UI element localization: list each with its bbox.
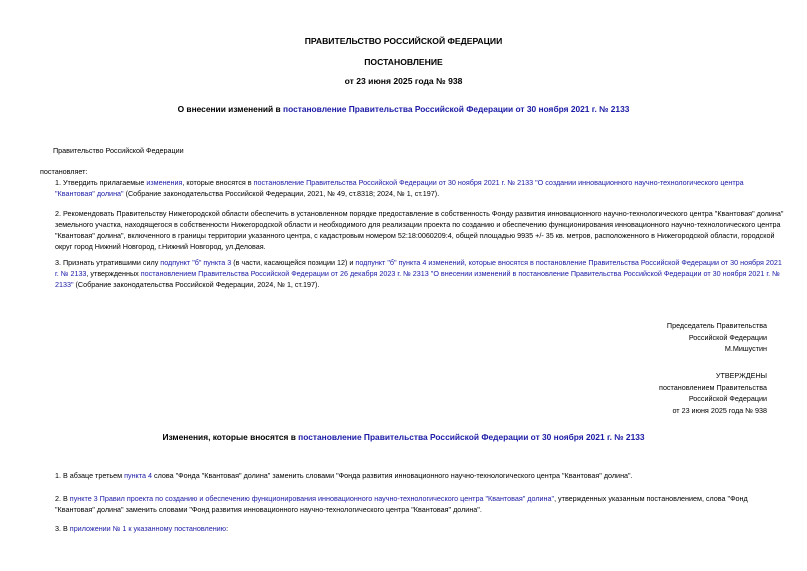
p3-text-a: 3. Признать утратившими силу [55,258,161,267]
document-title [0,104,807,114]
c3-text-b: : [226,524,229,533]
c2-text-a: 2. В [55,494,70,503]
c1-link-point-4[interactable]: пункта 4 [124,471,152,480]
approved-line3: Российской Федерации [688,394,767,403]
paragraph-3 [40,257,785,290]
p3-text-d: (Собрание законодательства Российской Федерации, 2024, № 1, ст.197). [73,280,320,289]
change-item-2 [40,493,785,515]
preamble-issuer: Правительство Российской Федерации [53,146,184,155]
document-date-number: от 23 июня 2025 года № 938 [344,76,463,86]
p1-text-a: 1. Утвердить прилагаемые [55,178,147,187]
signature-position-line2: Российской Федерации [688,332,767,342]
approval-stamp-block [659,370,767,416]
p3-link-subpoint-4[interactable]: подпункт "б" пункта 4 изменений, которые вносятся в постановление Правительства Российской Федерации от 30 ноября 2021 г. № 2133 [55,258,782,278]
document-type: ПОСТАНОВЛЕНИЕ [364,57,443,67]
p3-link-subpoint-3[interactable]: подпункт "б" пункта 3 [160,258,232,267]
p3-link-decree-2313[interactable]: постановлением Правительства Российской Федерации от 26 декабря 2023 г. № 2313 "О внесении изменений в постановление Правительства Российской Федерации от 30 ноября 2021 г. № 2133" [55,269,780,289]
c1-text-a: 1. В абзаце третьем [55,471,125,480]
c3-link-appendix-1[interactable]: приложении № 1 к указанному постановлению [69,524,227,533]
document-title-link[interactable]: постановление Правительства Российской Федерации от 30 ноября 2021 г. № 2133 [283,104,630,114]
signature-position-line1: Председатель Правительства [666,321,767,330]
paragraph-1 [40,177,785,199]
c2-text-b: , утвержденных указанным постановлением, слова "Фонд "Квантовая" долина" заменить словами "Фонд развития инновационного научно-технологического центра "Квантовая" долина". [55,494,748,514]
signature-block [667,320,767,355]
approved-line2: постановлением Правительства [659,382,767,392]
change-item-1 [40,470,785,481]
changes-title-prefix: Изменения, которые вносятся в [162,432,299,442]
p3-text-c: , утвержденных [86,269,141,278]
p3-text-b: (в части, касающейся позиции 12) и [231,258,356,267]
document-title-prefix: О внесении изменений в [177,104,284,114]
approved-line1: УТВЕРЖДЕНЫ [715,371,767,380]
signature-name: М.Мишустин [724,344,767,353]
c1-text-b: слова "Фонда "Квантовая" долина" заменить словами "Фонда развития инновационного научно-технологического центра "Квантовая" долина". [151,471,633,480]
preamble-decides: постановляет: [40,167,88,176]
approved-line4: от 23 июня 2025 года № 938 [672,405,767,415]
c2-link-rules[interactable]: пункте 3 Правил проекта по созданию и обеспечению функционирования инновационного научно-технологического центра "Квантовая" долина" [69,494,555,503]
paragraph-2: 2. Рекомендовать Правительству Нижегородской области обеспечить в установленном порядке предоставление в собственность Фонду развития инновационного научно-технологического центра "Квантовая" долина" земельного участка, находящегося в собственности Нижегородской области и необходимого для реализации проекта по созданию и обеспечению функционирования инновационного научно-технологического центра "Квантовая" долина", включенного в границы территории указанного центра, с кадастровым номером 52:18:0060209:4, общей площадью 9935 +/- 35 кв. метров, расположенного в Нижегородской области, городской округ город Нижний Новгород, г.Нижний Новгород, ул.Деловая. [55,209,784,251]
changes-title [0,432,807,442]
p1-text-c: (Собрание законодательства Российской Федерации, 2021, № 49, ст.8318; 2024, № 1, ст.197). [123,189,440,198]
p1-link-decree-2133[interactable]: постановление Правительства Российской Федерации от 30 ноября 2021 г. № 2133 "О создании инновационного научно-технологического центра "Квантовая" долина" [55,178,744,198]
change-item-3 [40,523,785,534]
p1-link-changes[interactable]: изменения [146,178,183,187]
p1-text-b: , которые вносятся в [182,178,254,187]
government-header: ПРАВИТЕЛЬСТВО РОССИЙСКОЙ ФЕДЕРАЦИИ [304,36,503,46]
changes-title-link[interactable]: постановление Правительства Российской Федерации от 30 ноября 2021 г. № 2133 [298,432,645,442]
c3-text-a: 3. В [55,524,70,533]
